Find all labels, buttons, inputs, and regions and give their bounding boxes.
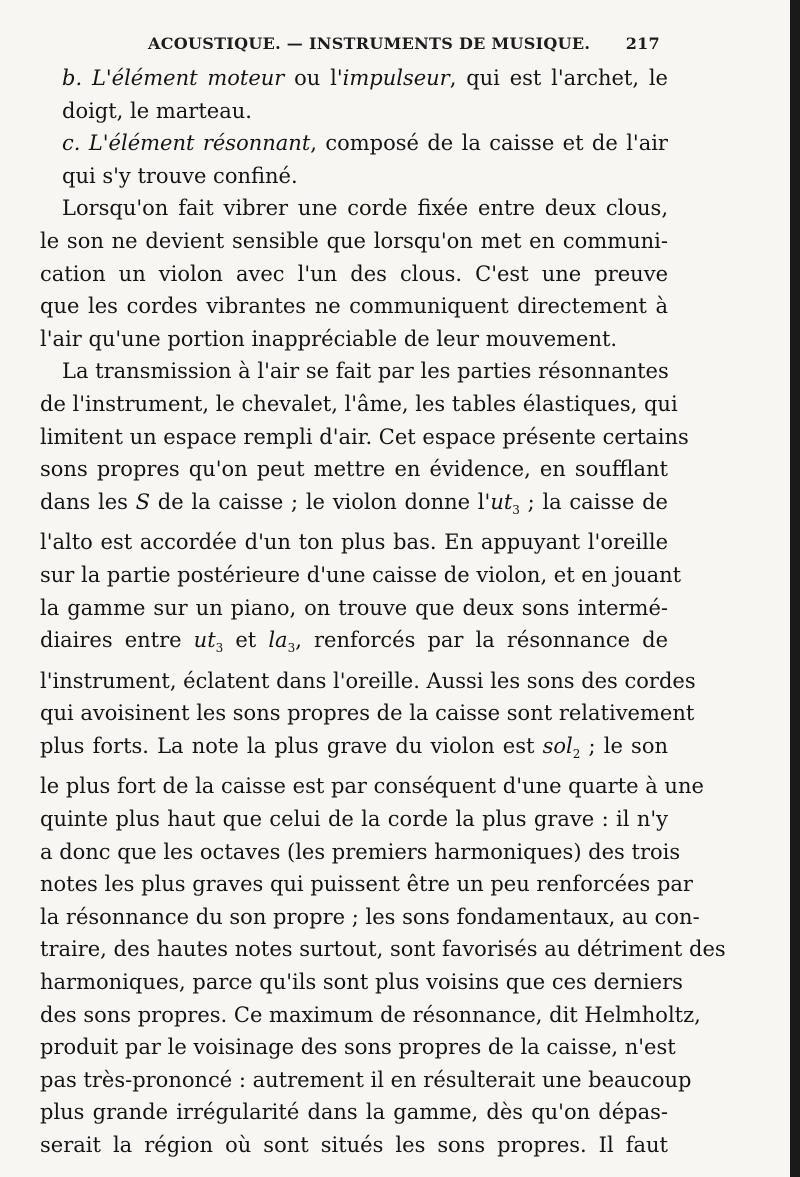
text-line xyxy=(40,730,668,771)
text-line: plus grande irrégularité dans la gamme, dès qu'on dépas- xyxy=(40,1100,668,1125)
italic-term: L'élément résonnant xyxy=(88,131,311,156)
text-line: notes les plus graves qui puissent être un peu renforcées par xyxy=(40,872,693,897)
note-name xyxy=(490,489,520,517)
text-line: serait la région où sont situés les sons propres. Il faut xyxy=(40,1133,668,1157)
text-run: ; le son xyxy=(580,733,668,758)
scan-edge xyxy=(790,0,800,1177)
italic-term: S xyxy=(135,489,151,514)
octave-subscript: 3 xyxy=(287,641,296,656)
text-line xyxy=(40,62,668,95)
text-line: que les cordes vibrantes ne communiquent directement à xyxy=(40,294,668,319)
paragraph xyxy=(40,355,726,1161)
page-number: 217 xyxy=(625,34,660,53)
body-text xyxy=(40,62,726,1162)
text-line: des sons propres. Ce maximum de résonnance, dit Helmholtz, xyxy=(40,1002,701,1027)
text-line: le son ne devient sensible que lorsqu'on met en communi- xyxy=(40,228,668,253)
text-line: pas très-prononcé : autrement il en résulterait une beaucoup xyxy=(40,1067,692,1092)
paragraph-item-c xyxy=(40,127,668,192)
text-line: l'instrument, éclatent dans l'oreille. Aussi les sons des cordes xyxy=(40,668,696,693)
page-header xyxy=(40,34,660,56)
text-line: le plus fort de la caisse est par conséquent d'une quarte à une xyxy=(40,774,704,799)
text-run: , qui est l'archet, le xyxy=(449,66,668,90)
octave-subscript: 3 xyxy=(512,502,520,517)
text-run: doigt, le marteau. xyxy=(62,98,252,123)
text-run: de la caisse ; le violon donne l' xyxy=(150,489,491,514)
text-line: l'alto est accordée d'un ton plus bas. En appuyant l'oreille xyxy=(40,530,668,555)
octave-subscript: 2 xyxy=(572,746,581,761)
item-letter: b. xyxy=(62,66,92,90)
text-run: qui s'y trouve confiné. xyxy=(62,163,298,188)
octave-subscript: 3 xyxy=(215,641,224,656)
item-letter: c. xyxy=(62,131,89,156)
text-line: cation un violon avec l'un des clous. C'est une preuve xyxy=(40,261,668,286)
text-run: diaires entre xyxy=(40,628,194,653)
text-line: l'air qu'une portion inappréciable de leur mouvement. xyxy=(40,326,618,351)
text-line: a donc que les octaves (les premiers harmoniques) des trois xyxy=(40,839,681,864)
note-name xyxy=(268,628,296,656)
italic-term: impulseur xyxy=(342,66,450,90)
text-line: La transmission à l'air se fait par les parties résonnantes xyxy=(62,359,669,384)
text-line: traire, des hautes notes surtout, sont favorisés au détriment des xyxy=(40,937,726,962)
text-line xyxy=(40,95,668,128)
note-name xyxy=(542,733,581,761)
running-title: ACOUSTIQUE. — INSTRUMENTS DE MUSIQUE. xyxy=(148,34,591,53)
text-line: sur la partie postérieure d'une caisse de violon, et en jouant xyxy=(40,562,682,587)
note-text: sol xyxy=(542,733,573,758)
text-run: ou l' xyxy=(284,66,343,90)
note-text: ut xyxy=(193,628,216,653)
text-run: et xyxy=(223,628,269,653)
text-line: qui avoisinent les sons propres de la caisse sont relativement xyxy=(40,701,695,726)
text-line: la résonnance du son propre ; les sons fondamentaux, au con- xyxy=(40,904,700,929)
text-run: dans les xyxy=(40,489,136,514)
italic-term: L'élément moteur xyxy=(91,66,285,90)
note-name xyxy=(193,628,224,656)
note-text: la xyxy=(268,628,288,653)
text-run: , renforcés par la résonnance de xyxy=(295,628,668,653)
paragraph xyxy=(40,192,668,355)
text-line: produit par le voisinage des sons propres de la caisse, n'est xyxy=(40,1035,676,1060)
text-run: plus forts. La note la plus grave du violon est xyxy=(40,733,543,758)
text-line: la gamme sur un piano, on trouve que deux sons intermé- xyxy=(40,595,668,620)
text-line xyxy=(40,486,668,527)
text-line: quinte plus haut que celui de la corde la plus grave : il n'y xyxy=(40,807,668,832)
text-line: limitent un espace rempli d'air. Cet espace présente certains xyxy=(40,424,689,449)
text-line: harmoniques, parce qu'ils sont plus voisins que ces derniers xyxy=(40,970,683,995)
text-line xyxy=(40,624,668,665)
text-line: Lorsqu'on fait vibrer une corde fixée entre deux clous, xyxy=(62,196,668,221)
text-line xyxy=(40,127,668,160)
text-line: sons propres qu'on peut mettre en évidence, en soufflant xyxy=(40,457,668,482)
text-run: , composé de la caisse et de l'air xyxy=(310,131,668,156)
text-run: ; la caisse de xyxy=(519,489,668,514)
text-line: de l'instrument, le chevalet, l'âme, les tables élastiques, qui xyxy=(40,391,678,416)
note-text: ut xyxy=(490,489,513,514)
text-line xyxy=(40,160,668,193)
paragraph-item-b xyxy=(40,62,668,127)
